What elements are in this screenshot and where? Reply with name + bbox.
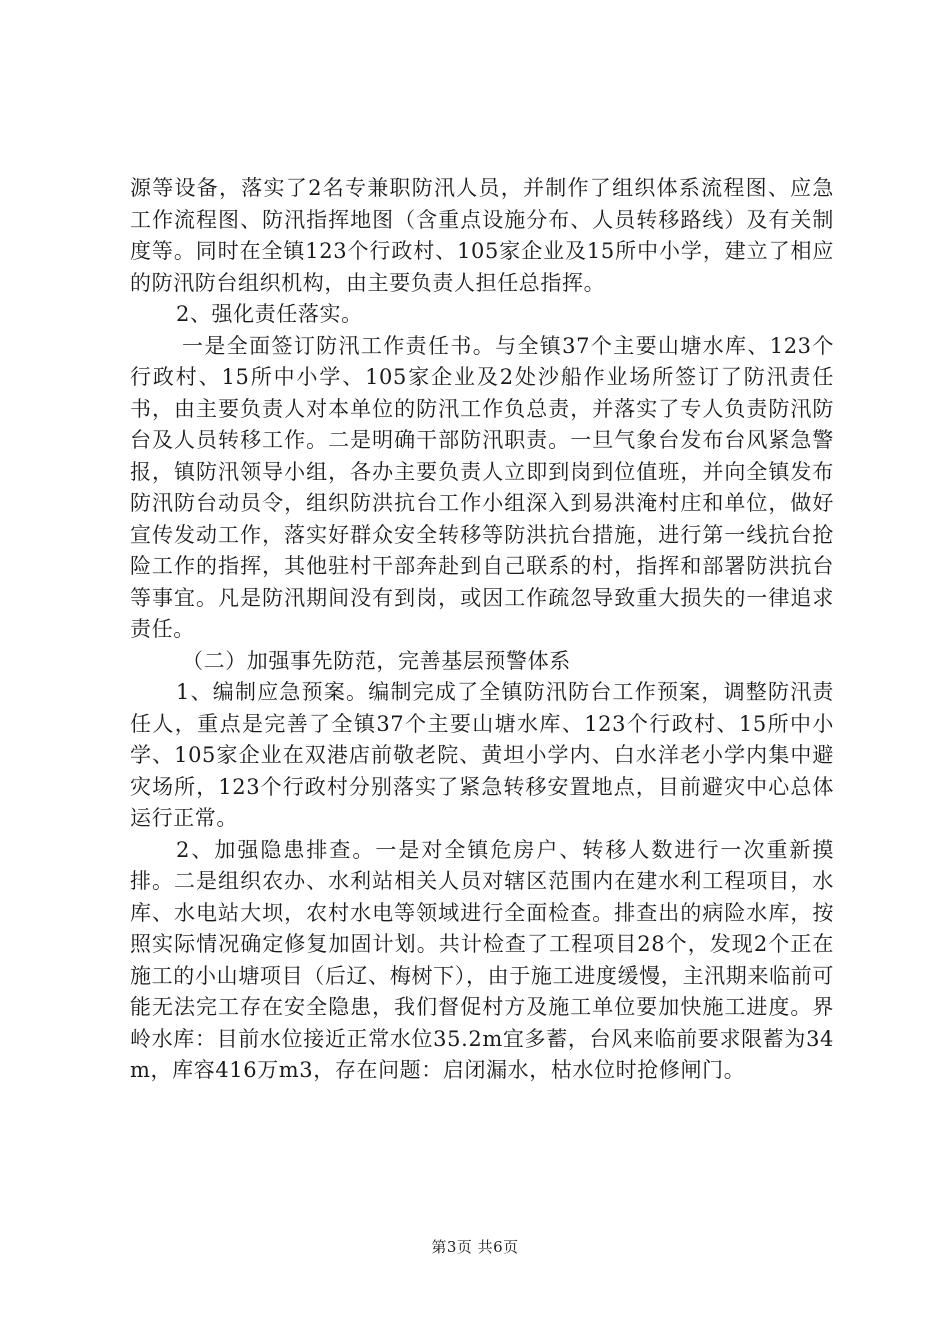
document-body (130, 173, 834, 1087)
paragraph-emergency-plan: 1、编制应急预案。编制完成了全镇防汛防台工作预案，调整防汛责任人，重点是完善了全镇37个主要山塘水库、123个行政村、15所中小学、105家企业在双港店前敬老院、黄坦小学内、白水洋老小学内集中避灾场所，123个行政村分别落实了紧急转移安置地点，目前避灾中心总体运行正常。 (130, 680, 834, 830)
paragraph-continuation: 源等设备，落实了2名专兼职防汛人员，并制作了组织体系流程图、应急工作流程图、防汛指挥地图（含重点设施分布、人员转移路线）及有关制度等。同时在全镇123个行政村、105家企业及15所中小学，建立了相应的防汛防台组织机构，由主要负责人担任总指挥。 (130, 176, 834, 295)
paragraph-heading-strengthen-responsibility: 2、强化责任落实。 (176, 302, 363, 326)
paragraph-hazard-inspection: 2、加强隐患排查。一是对全镇危房户、转移人数进行一次重新摸排。二是组织农办、水利站相关人员对辖区范围内在建水利工程项目，水库、水电站大坝，农村水电等领域进行全面检查。排查出的病险水库，按照实际情况确定修复加固计划。共计检查了工程项目28个，发现2个正在施工的小山塘项目（后辽、梅树下），由于施工进度缓慢，主汛期来临前可能无法完工存在安全隐患，我们督促村方及施工单位要加快施工进度。界岭水库：目前水位接近正常水位35.2m宜多蓄，台风来临前要求限蓄为34m，库容416万m3，存在问题：启闭漏水，枯水位时抢修闸门。 (130, 837, 834, 1082)
paragraph-responsibility-details: 一是全面签订防汛工作责任书。与全镇37个主要山塘水库、123个行政村、15所中小学、105家企业及2处沙船作业场所签订了防汛责任书，由主要负责人对本单位的防汛工作负总责，并落实了专人负责防汛防台及人员转移工作。二是明确干部防汛职责。一旦气象台发布台风紧急警报，镇防汛领导小组，各办主要负责人立即到岗到位值班，并向全镇发布防汛防台动员令，组织防洪抗台工作小组深入到易洪淹村庄和单位，做好宣传发动工作，落实好群众安全转移等防洪抗台措施，进行第一线抗台抢险工作的指挥，其他驻村干部奔赴到自己联系的村，指挥和部署防洪抗台等事宜。凡是防汛期间没有到岗，或因工作疏忽导致重大损失的一律追求责任。 (130, 333, 834, 641)
paragraph-section-heading-prevention: （二）加强事先防范，完善基层预警体系 (182, 648, 571, 673)
page-number-footer: 第3页 共6页 (431, 1238, 519, 1256)
